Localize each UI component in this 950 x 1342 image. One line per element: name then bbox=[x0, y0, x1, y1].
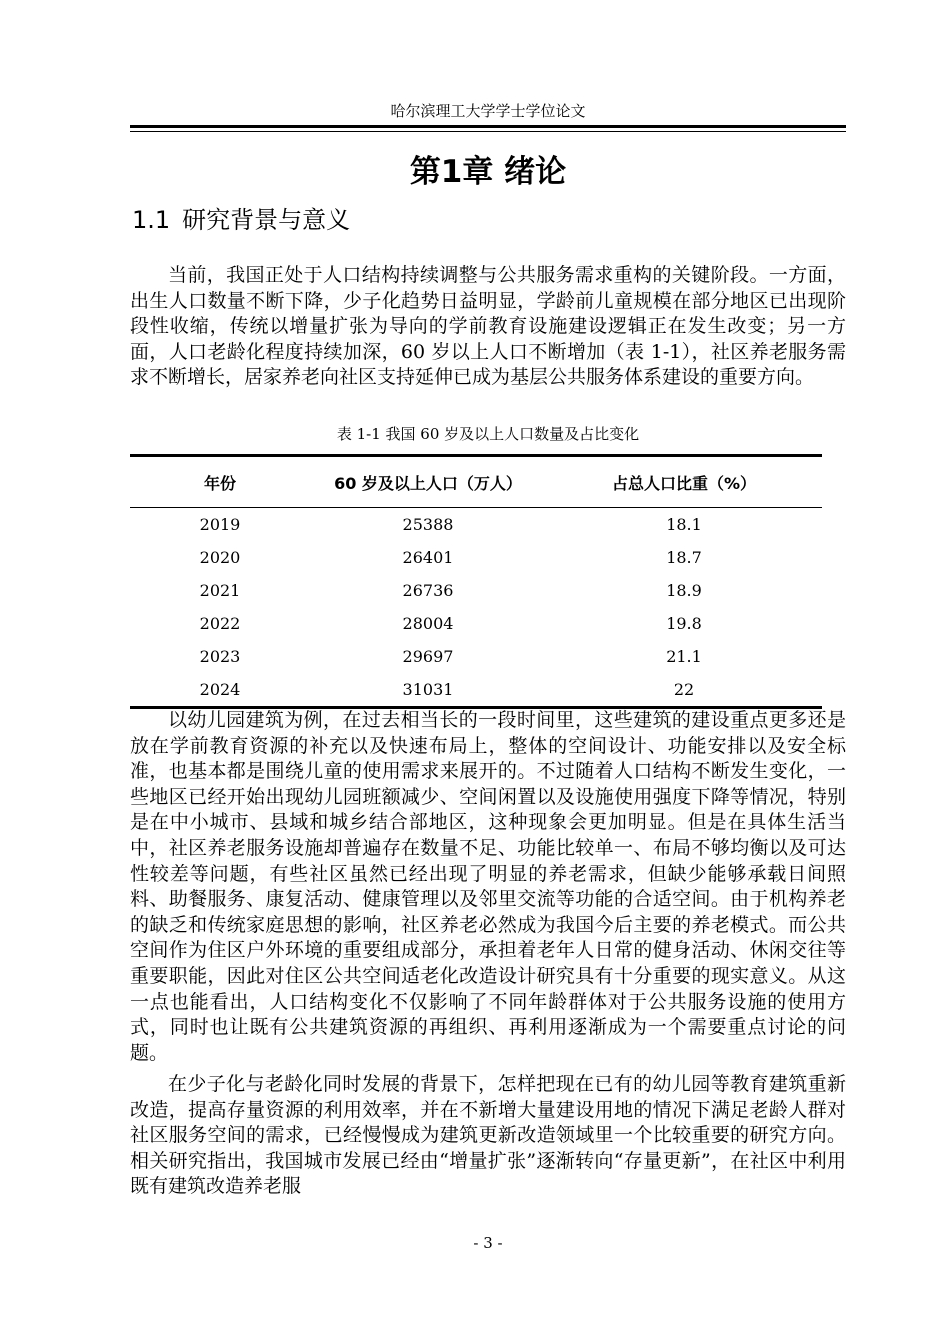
cell-population: 25388 bbox=[402, 515, 454, 534]
cell-population: 29697 bbox=[402, 647, 454, 666]
page-number: - 3 - bbox=[473, 1234, 503, 1252]
cell-year: 2019 bbox=[199, 515, 241, 534]
column-header-population: 60 岁及以上人口（万人） bbox=[310, 456, 546, 508]
cell-year: 2023 bbox=[199, 647, 241, 666]
cell-year: 2022 bbox=[199, 614, 241, 633]
header-rule-thick bbox=[130, 125, 846, 128]
cell-share: 19.8 bbox=[666, 614, 702, 633]
section-number: 1.1 bbox=[132, 206, 171, 234]
table-row bbox=[130, 508, 822, 542]
column-header-year: 年份 bbox=[130, 456, 310, 508]
cell-share: 18.1 bbox=[666, 515, 702, 534]
cell-year: 2021 bbox=[199, 581, 241, 600]
cell-population: 26736 bbox=[402, 581, 454, 600]
table-row bbox=[130, 640, 822, 673]
cell-population: 26401 bbox=[402, 548, 454, 567]
cell-share: 18.7 bbox=[666, 548, 702, 567]
header-rule-thin bbox=[130, 131, 846, 132]
table-row bbox=[130, 541, 822, 574]
running-header: 哈尔滨理工大学学士学位论文 bbox=[390, 102, 586, 120]
section-title: 研究背景与意义 bbox=[182, 206, 351, 234]
table-caption: 表 1-1 我国 60 岁及以上人口数量及占比变化 bbox=[336, 425, 640, 443]
cell-share: 22 bbox=[546, 673, 822, 708]
population-table bbox=[130, 454, 822, 709]
table-header-row bbox=[130, 456, 822, 508]
table-row bbox=[130, 574, 822, 607]
column-header-share: 占总人口比重（%） bbox=[546, 456, 822, 508]
body-paragraph: 以幼儿园建筑为例，在过去相当长的一段时间里，这些建筑的建设重点更多还是放在学前教育资源的补充以及快速布局上，整体的空间设计、功能安排以及安全标准，也基本都是围绕儿童的使用需求来展开的。不过随着人口结构不断发生变化，一些地区已经开始出现幼儿园班额减少、空间闲置以及设施使用强度下降等情况，特别是在中小城市、县域和城乡结合部地区，这种现象会更加明显。但是在具体生活当中，社区养老服务设施却普遍存在数量不足、功能比较单一、布局不够均衡以及可达性较差等问题，有些社区虽然已经出现了明显的养老需求，但缺少能够承载日间照料、助餐服务、康复活动、健康管理以及邻里交流等功能的合适空间。由于机构养老的缺乏和传统家庭思想的影响，社区养老必然成为我国今后主要的养老模式。而公共空间作为住区户外环境的重要组成部分，承担着老年人日常的健身活动、休闲交往等重要职能，因此对住区公共空间适老化改造设计研究具有十分重要的现实意义。从这一点也能看出，人口结构变化不仅影响了不同年龄群体对于公共服务设施的使用方式，同时也让既有公共建筑资源的再组织、再利用逐渐成为一个需要重点讨论的问题。 bbox=[130, 709, 846, 1064]
body-paragraph: 在少子化与老龄化同时发展的背景下，怎样把现在已有的幼儿园等教育建筑重新改造，提高存量资源的利用效率，并在不新增大量建设用地的情况下满足老龄人群对社区服务空间的需求，已经慢慢成为建筑更新改造领域里一个比较重要的研究方向。相关研究指出，我国城市发展已经由“增量扩张”逐渐转向“存量更新”，在社区中利用既有建筑改造养老服 bbox=[130, 1073, 846, 1198]
cell-year: 2020 bbox=[199, 548, 241, 567]
table-row bbox=[130, 607, 822, 640]
cell-population: 31031 bbox=[310, 673, 546, 708]
cell-year: 2024 bbox=[130, 673, 310, 708]
chapter-title: 第1章 绪论 bbox=[409, 154, 567, 190]
cell-share: 18.9 bbox=[666, 581, 702, 600]
cell-population: 28004 bbox=[402, 614, 454, 633]
cell-share: 21.1 bbox=[666, 647, 702, 666]
section-heading bbox=[132, 204, 350, 236]
table-row bbox=[130, 673, 822, 708]
body-paragraph: 当前，我国正处于人口结构持续调整与公共服务需求重构的关键阶段。一方面，出生人口数量不断下降，少子化趋势日益明显，学龄前儿童规模在部分地区已出现阶段性收缩，传统以增量扩张为导向的学前教育设施建设逻辑正在发生改变；另一方面，人口老龄化程度持续加深，60 岁以上人口不断增加（表 1-1），社区养老服务需求不断增长，居家养老向社区支持延伸已成为基层公共服务体系建设的重要方向。 bbox=[130, 264, 846, 389]
